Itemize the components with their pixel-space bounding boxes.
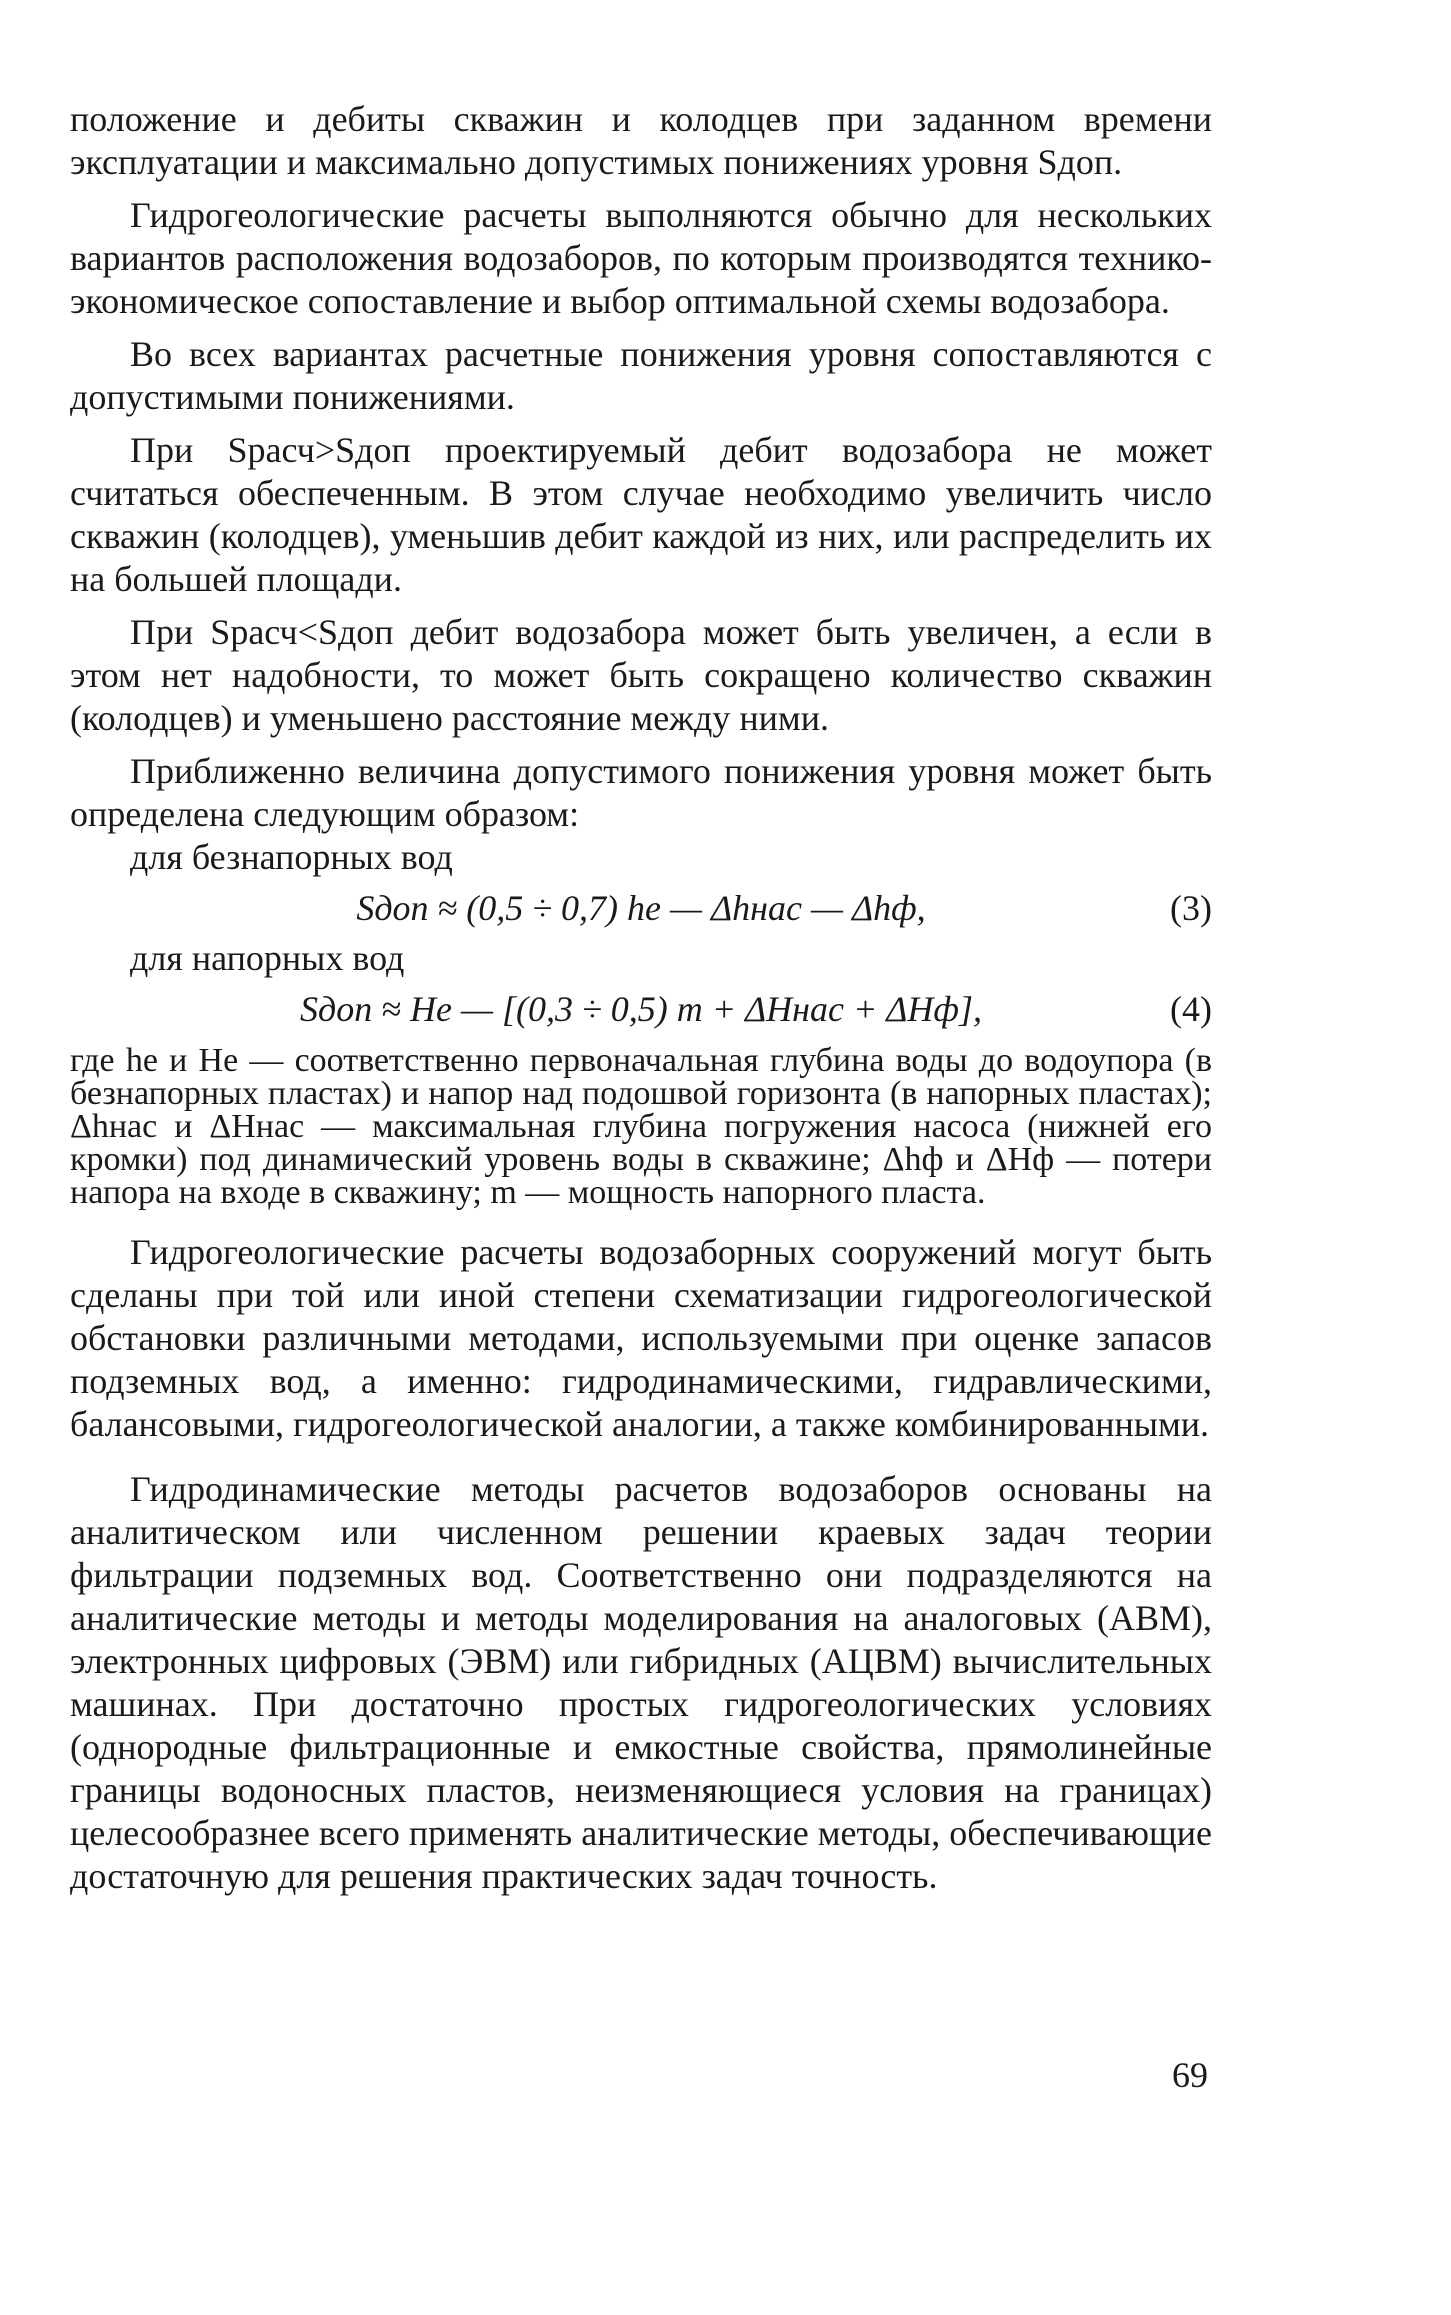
- formula-3-number: (3): [1170, 888, 1212, 928]
- paragraph-calc-variants: Гидрогеологические расчеты выполняются обычно для нескольких вариантов расположения водозаборов, по которым производятся технико-экономическое сопоставление и выбор оптимальной схемы водозабора.: [70, 195, 1212, 321]
- paragraph-methods: Гидрогеологические расчеты водозаборных сооружений могут быть сделаны при той или иной степени схематизации гидрогеологической обстановки различными методами, используемыми при оценке запасов подземных вод, а именно: гидродинамическими, гидравлическими, балансовыми, гидрогеологической аналогии, а также комбинированными.: [70, 1232, 1212, 1444]
- spacer: [70, 1209, 1212, 1231]
- formula-3: [70, 879, 1212, 937]
- formula-4: [70, 980, 1212, 1038]
- page-number: 69: [1172, 2055, 1208, 2095]
- paragraph-s-less: При Sрасч<Sдоп дебит водозабора может быть увеличен, а если в этом нет надобности, то может быть сокращено количество скважин (колодцев) и уменьшено расстояние между ними.: [70, 612, 1212, 738]
- formula-4-number: (4): [1170, 989, 1212, 1029]
- formula-4-expression: Sдоп ≈ Hе — [(0,3 ÷ 0,5) m + ΔHнас + ΔHф],: [300, 989, 982, 1029]
- label-unconfined-water: для безнапорных вод: [130, 837, 453, 877]
- page-body: [70, 98, 1212, 1898]
- paragraph-s-greater: При Sрасч>Sдоп проектируемый дебит водозабора не может считаться обеспеченным. В этом случае необходимо увеличить число скважин (колодцев), уменьшив дебит каждой из них, или распределить их на большей площади.: [70, 430, 1212, 599]
- formula-legend: где hе и Hе — соответственно первоначальная глубина воды до водоупора (в безнапорных пластах) и напор над подошвой горизонта (в напорных пластах); Δhнас и ΔHнас — максимальная глубина погружения насоса (нижней его кромки) под динамический уровень воды в скважине; Δhф и ΔHф — потери напора на входе в скважину; m — мощность напорного пласта.: [70, 1042, 1212, 1211]
- paragraph-approximation: Приближенно величина допустимого понижения уровня может быть определена следующим образом:: [70, 751, 1212, 834]
- paragraph-hydrodynamic: Гидродинамические методы расчетов водозаборов основаны на аналитическом или численном решении краевых задач теории фильтрации подземных вод. Соответственно они подразделяются на аналитические методы и методы моделирования на аналоговых (АВМ), электронных цифровых (ЭВМ) или гибридных (АЦВМ) вычислительных машинах. При достаточно простых гидрогеологических условиях (однородные фильтрационные и емкостные свойства, прямолинейные границы водоносных пластов, неизменяющиеся условия на границах) целесообразнее всего применять аналитические методы, обеспечивающие достаточную для решения практических задач точность.: [70, 1469, 1212, 1896]
- spacer: [70, 1446, 1212, 1468]
- formula-3-expression: Sдоп ≈ (0,5 ÷ 0,7) hе — Δhнас — Δhф,: [356, 888, 926, 928]
- paragraph-continuation: положение и дебиты скважин и колодцев при заданном времени эксплуатации и максимально допустимых понижениях уровня Sдоп.: [70, 99, 1212, 182]
- label-confined-water: для напорных вод: [130, 938, 405, 978]
- paragraph-comparison: Во всех вариантах расчетные понижения уровня сопоставляются с допустимыми понижениями.: [70, 334, 1212, 417]
